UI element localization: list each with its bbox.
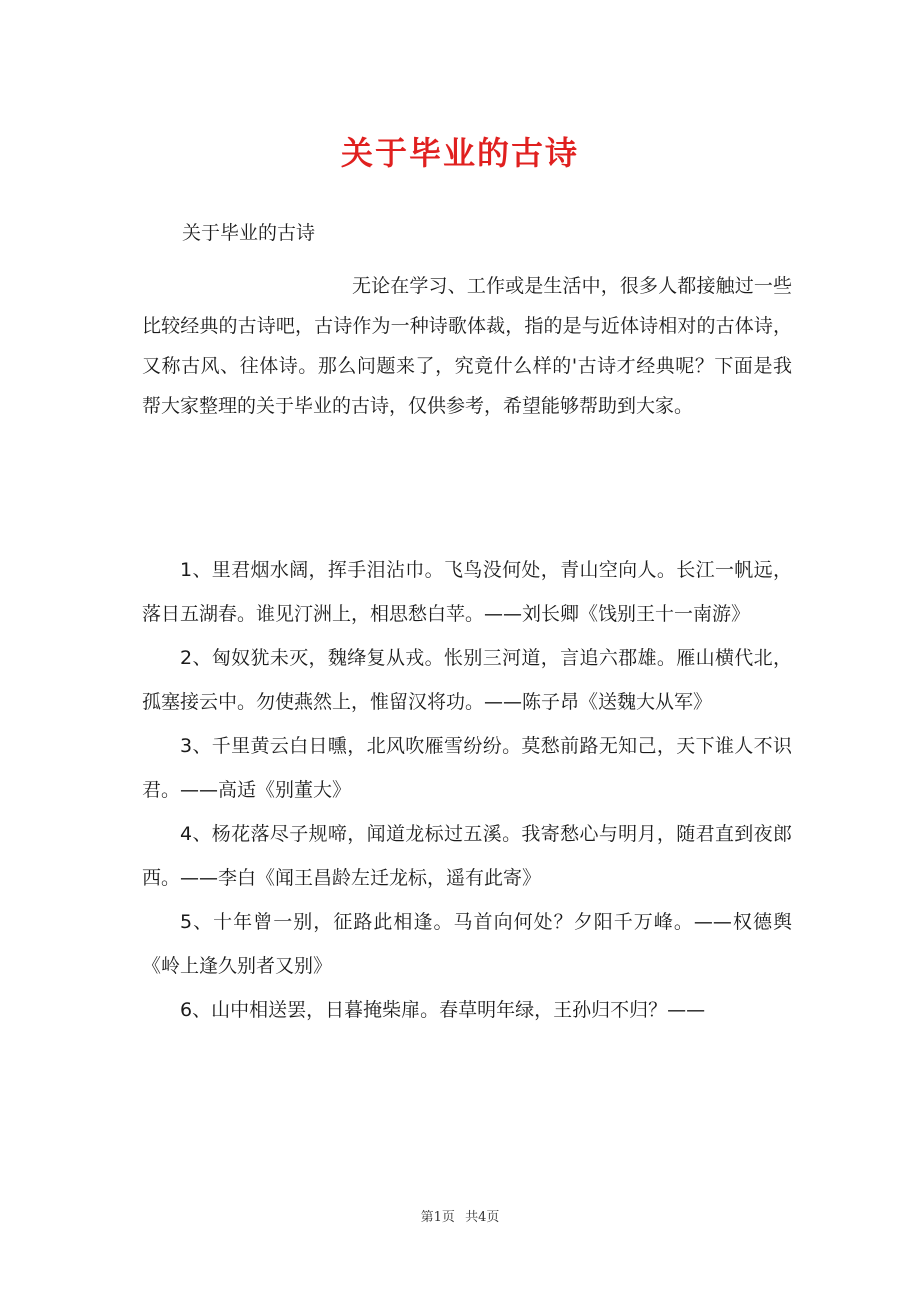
page-footer [0, 1206, 920, 1225]
poem-item: 5、十年曾一别，征路此相逢。马首向何处？夕阳千万峰。——权德舆《岭上逢久别者又别》 [142, 911, 792, 977]
document-subtitle: 关于毕业的古诗 [182, 222, 316, 244]
poem-item: 2、匈奴犹未灭，魏绛复从戎。怅别三河道，言追六郡雄。雁山横代北，孤塞接云中。勿使燕然上，惟留汉将功。——陈子昂《送魏大从军》 [142, 647, 792, 713]
poem-item: 6、山中相送罢，日暮掩柴扉。春草明年绿，王孙归不归？—— [180, 999, 706, 1021]
intro-paragraph: 无论在学习、工作或是生活中，很多人都接触过一些比较经典的古诗吧，古诗作为一种诗歌体裁，指的是与近体诗相对的古体诗，又称古风、往体诗。那么问题来了，究竟什么样的'古诗才经典呢？下面是我帮大家整理的关于毕业的古诗，仅供参考，希望能够帮助到大家。 [142, 275, 792, 417]
document-title: 关于毕业的古诗 [340, 134, 579, 172]
page-total: 共4页 [465, 1210, 500, 1225]
poem-list [142, 548, 792, 1032]
page-number: 第1页 [420, 1210, 455, 1225]
poem-item: 3、千里黄云白日曛，北风吹雁雪纷纷。莫愁前路无知己，天下谁人不识君。——高适《别董大》 [142, 735, 792, 801]
poem-item: 4、杨花落尽子规啼，闻道龙标过五溪。我寄愁心与明月，随君直到夜郎西。——李白《闻王昌龄左迁龙标，遥有此寄》 [142, 823, 792, 889]
poem-item: 1、里君烟水阔，挥手泪沾巾。飞鸟没何处，青山空向人。长江一帆远，落日五湖春。谁见汀洲上，相思愁白苹。——刘长卿《饯别王十一南游》 [142, 559, 792, 625]
